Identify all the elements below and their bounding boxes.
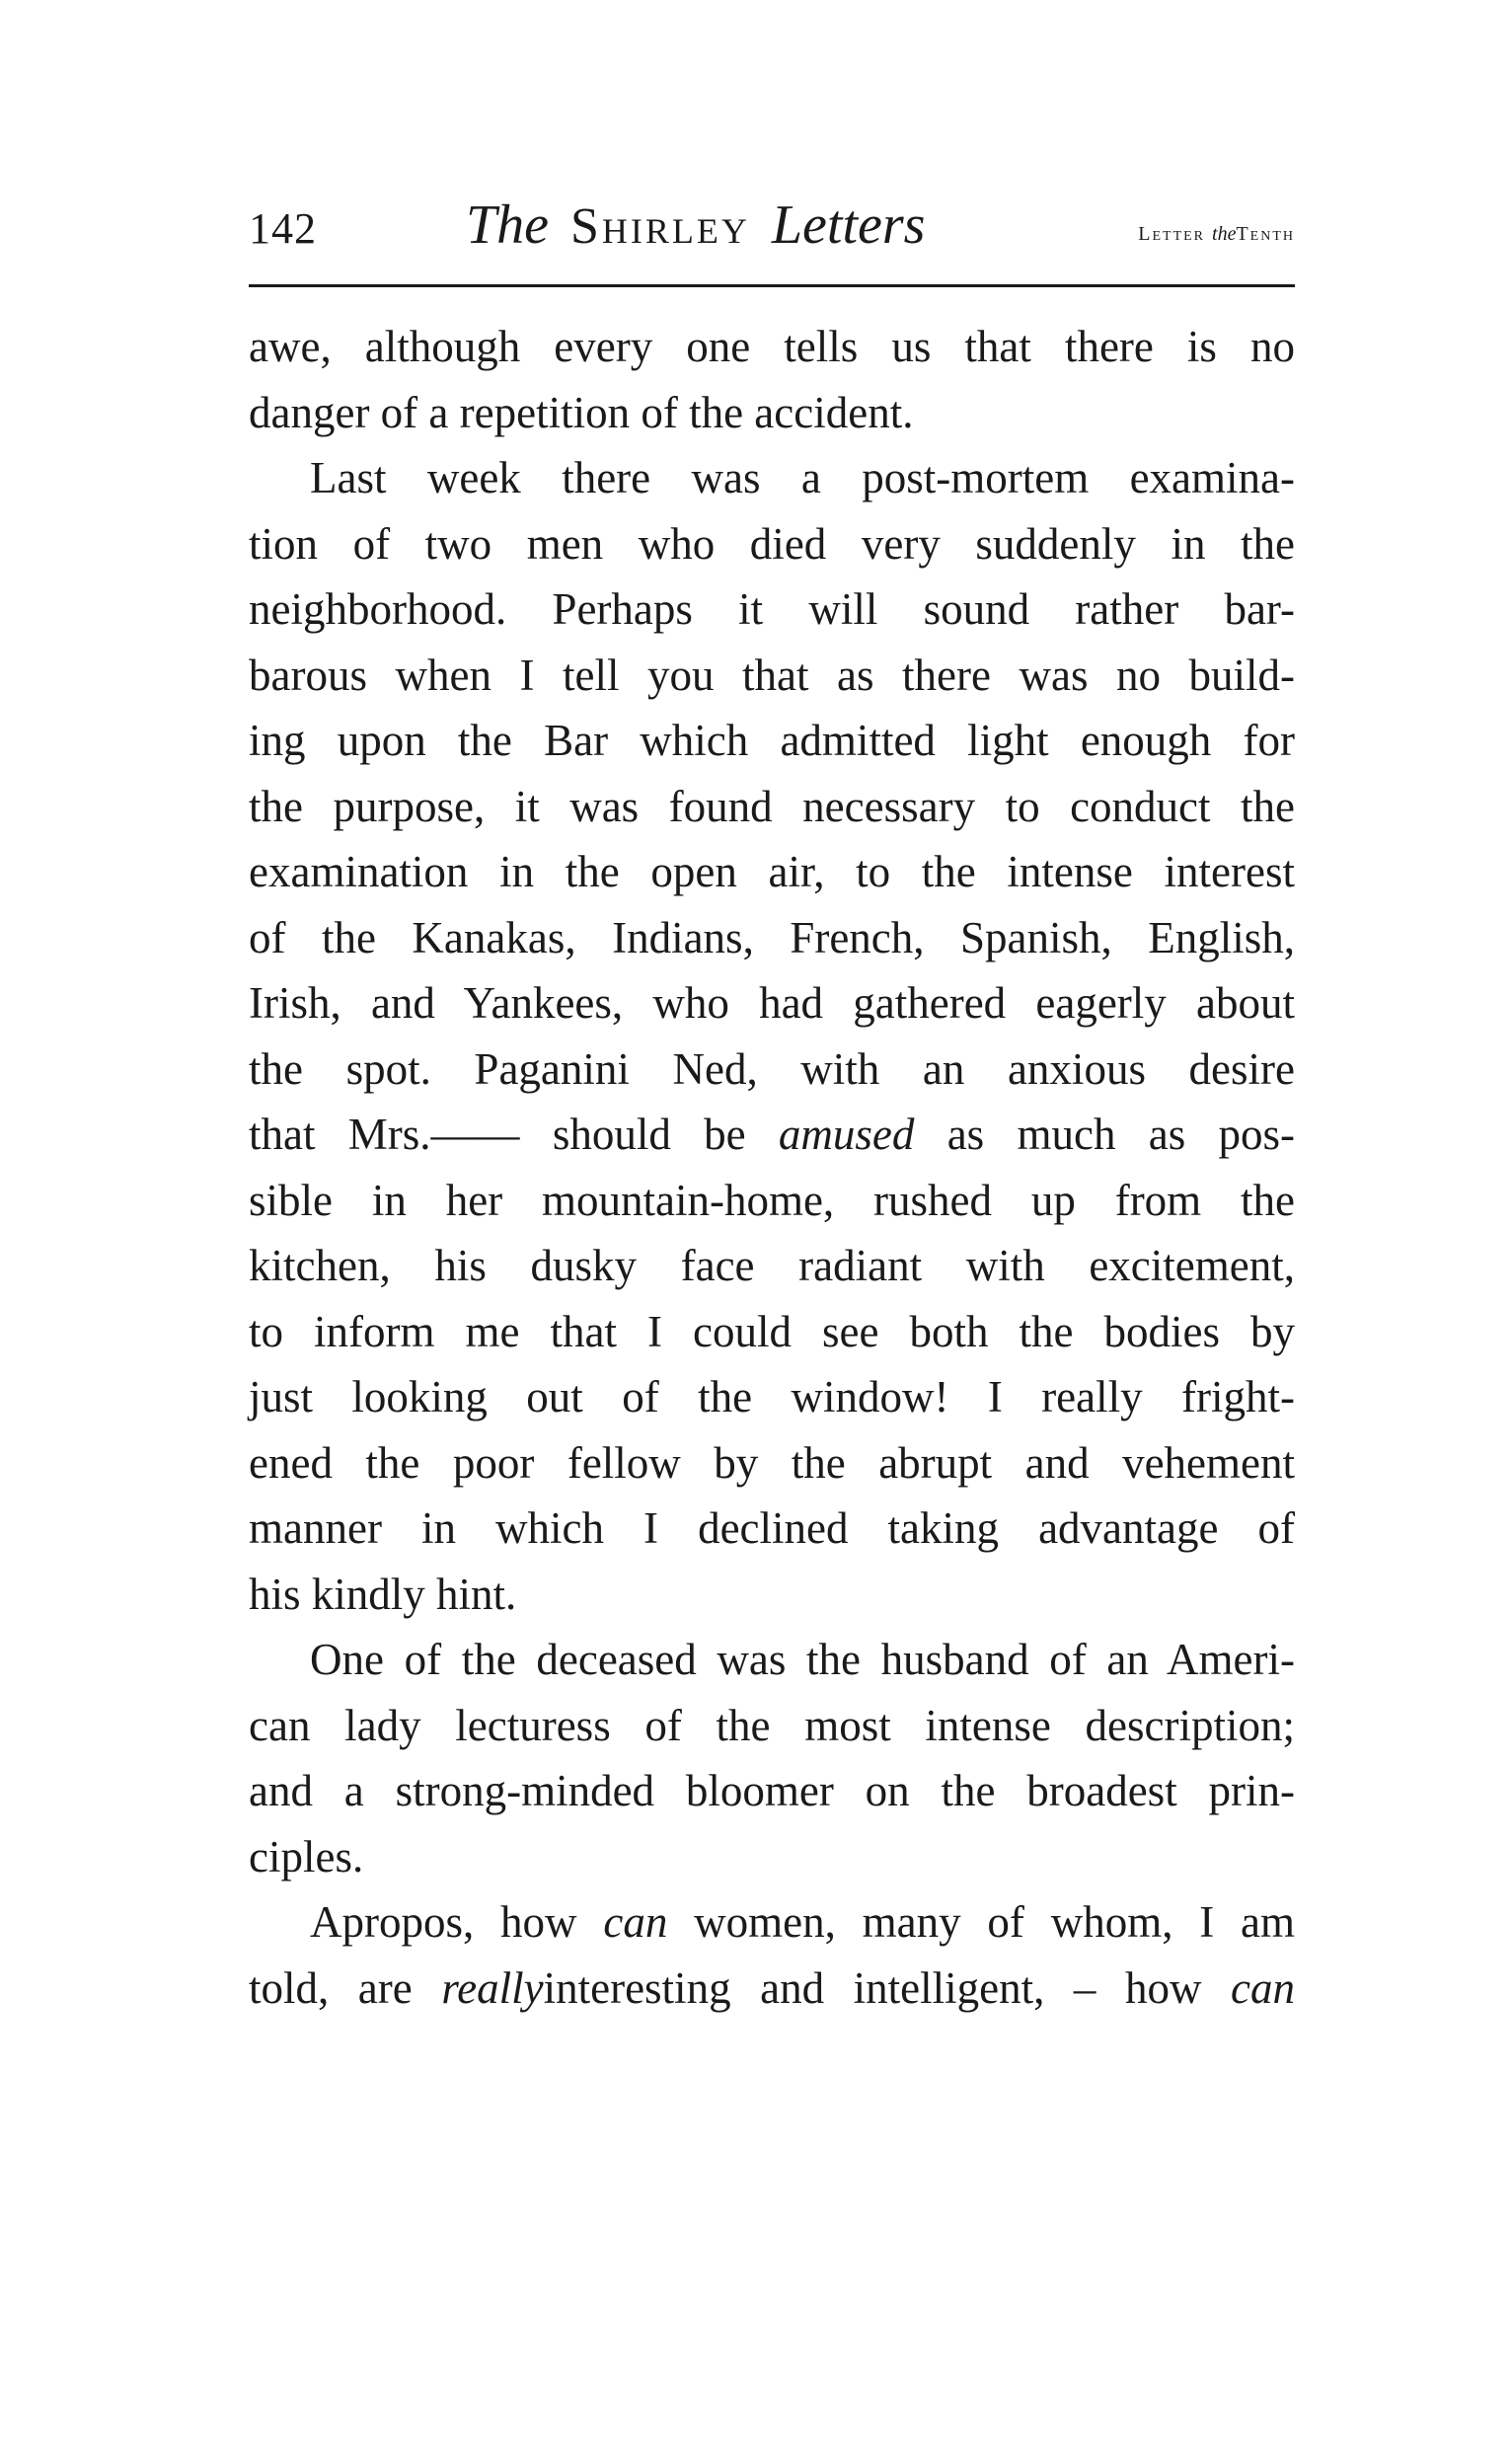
title-letters: Letters (771, 194, 926, 256)
running-title (466, 193, 925, 257)
text-line: tion of two men who died very suddenly in the (249, 518, 1295, 569)
text-line: barous when I tell you that as there was no build- (249, 650, 1295, 700)
text-line: sible in her mountain-home, rushed up from the (249, 1175, 1295, 1225)
text-line: ing upon the Bar which admitted light enough for (249, 716, 1295, 765)
text-line: neighborhood. Perhaps it will sound rather bar- (249, 584, 1295, 634)
text-line: danger of a repetition of the accident. (249, 387, 914, 437)
chapter-marker (1138, 223, 1295, 246)
text-line: Irish, and Yankees, who had gathered eagerly about (249, 978, 1295, 1028)
text-line: kitchen, his dusky face radiant with excitement, (249, 1241, 1295, 1290)
italic-word: can (1231, 1962, 1296, 2013)
chapter-tenth: Tenth (1236, 223, 1295, 245)
text-line: manner in which I declined taking advantage of (249, 1503, 1295, 1553)
paragraph-start-line: Last week there was a post-mortem examina- (310, 453, 1295, 502)
text-line: just looking out of the window! I really fright- (249, 1372, 1295, 1421)
header-rule (249, 284, 1295, 287)
paragraph-start-line: One of the deceased was the husband of an Ameri- (310, 1635, 1295, 1684)
text-line: the spot. Paganini Ned, with an anxious desire (249, 1043, 1295, 1094)
title-the: The (466, 194, 549, 256)
text-line: ened the poor fellow by the abrupt and vehement (249, 1437, 1295, 1488)
text-line: and a strong-minded bloomer on the broadest prin- (249, 1766, 1295, 1815)
text-span: Apropos, how (310, 1897, 577, 1947)
text-line: examination in the open air, to the intense interest (249, 847, 1295, 896)
paragraph-start-line (249, 1889, 1295, 1956)
italic-word: really (441, 1962, 544, 2013)
text-line: ciples. (249, 1831, 364, 1881)
text-line: can lady lecturess of the most intense description; (249, 1700, 1295, 1750)
chapter-letter: Letter (1138, 223, 1206, 245)
text-line: his kindly hint. (249, 1569, 517, 1619)
text-line (249, 1956, 1295, 2022)
text-line (249, 1102, 1295, 1168)
text-span: as much as pos- (946, 1110, 1296, 1159)
italic-word: amused (778, 1110, 915, 1159)
title-shirley: Shirley (570, 198, 750, 255)
chapter-the: the (1212, 223, 1237, 245)
text-line: awe, although every one tells us that there is no (249, 322, 1295, 371)
text-span: that Mrs.—— should be (249, 1110, 746, 1159)
text-span: interesting and intelligent, – how (543, 1962, 1202, 2013)
page-number: 142 (249, 204, 317, 253)
text-line: the purpose, it was found necessary to conduct the (249, 781, 1295, 831)
text-line: to inform me that I could see both the bodies by (249, 1306, 1295, 1356)
text-span: women, many of whom, I am (694, 1897, 1295, 1947)
running-header (249, 193, 1295, 282)
text-line: of the Kanakas, Indians, French, Spanish, English, (249, 912, 1295, 962)
text-span: told, are (249, 1962, 413, 2013)
body-text (249, 314, 1295, 2021)
italic-word: can (603, 1897, 668, 1947)
